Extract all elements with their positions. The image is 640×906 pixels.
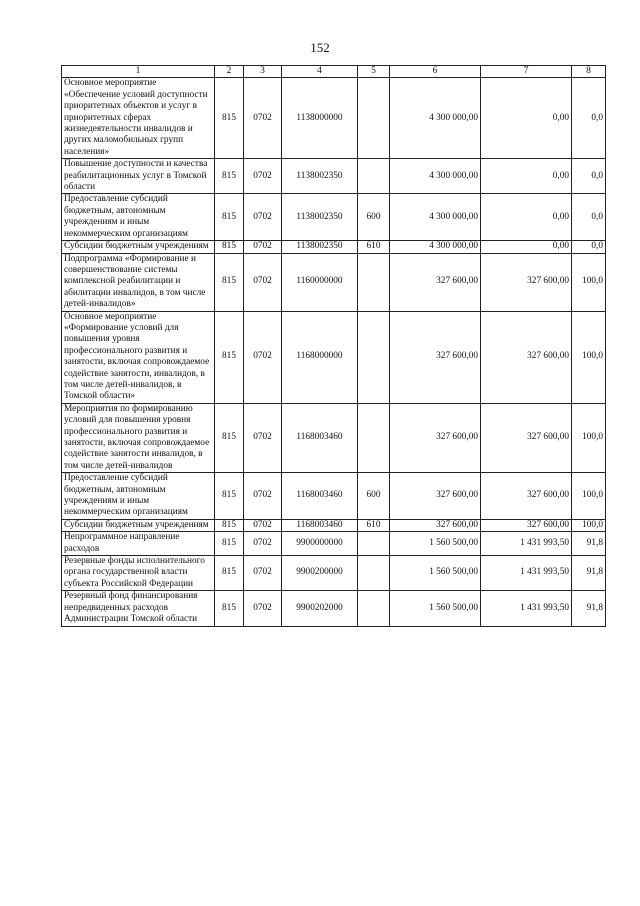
cell-executed-amount: 0,00 xyxy=(481,194,572,241)
cell-planned-amount: 1 560 500,00 xyxy=(390,556,481,591)
cell-planned-amount: 4 300 000,00 xyxy=(390,241,481,253)
table-row xyxy=(62,473,606,520)
cell-admin-code: 815 xyxy=(215,253,244,311)
row-name: Предоставление субсидий бюджетным, автономным учреждениям и иным некоммерческим организациям xyxy=(62,473,215,520)
cell-execution-percent: 100,0 xyxy=(572,253,606,311)
table-row xyxy=(62,519,606,531)
header-col-3: 3 xyxy=(244,66,282,78)
cell-execution-percent: 91,8 xyxy=(572,532,606,556)
cell-planned-amount: 1 560 500,00 xyxy=(390,532,481,556)
cell-execution-percent: 0,0 xyxy=(572,159,606,194)
cell-execution-percent: 100,0 xyxy=(572,473,606,520)
table-row xyxy=(62,556,606,591)
header-col-7: 7 xyxy=(481,66,572,78)
table-row xyxy=(62,403,606,472)
page-number: 152 xyxy=(310,40,330,55)
header-col-5: 5 xyxy=(358,66,390,78)
cell-executed-amount: 0,00 xyxy=(481,159,572,194)
cell-target-code: 9900202000 xyxy=(282,591,358,626)
header-col-2: 2 xyxy=(215,66,244,78)
header-col-8: 8 xyxy=(572,66,606,78)
row-name: Мероприятия по формированию условий для повышения уровня профессионального развития и занятости, включая сопровождаемое содействие занятости инвалидов, в том числе детей-инвалидов xyxy=(62,403,215,472)
cell-section-code: 0702 xyxy=(244,473,282,520)
table-row xyxy=(62,78,606,159)
cell-executed-amount: 0,00 xyxy=(481,241,572,253)
cell-section-code: 0702 xyxy=(244,311,282,403)
table-row xyxy=(62,591,606,626)
row-name: Резервный фонд финансирования непредвиденных расходов Администрации Томской области xyxy=(62,591,215,626)
cell-target-code: 9900000000 xyxy=(282,532,358,556)
cell-expense-type xyxy=(358,78,390,159)
cell-expense-type xyxy=(358,532,390,556)
cell-executed-amount: 1 431 993,50 xyxy=(481,556,572,591)
row-name: Предоставление субсидий бюджетным, автономным учреждениям и иным некоммерческим организациям xyxy=(62,194,215,241)
cell-admin-code: 815 xyxy=(215,159,244,194)
cell-execution-percent: 91,8 xyxy=(572,556,606,591)
budget-table xyxy=(61,65,606,627)
cell-planned-amount: 327 600,00 xyxy=(390,519,481,531)
header-col-1: 1 xyxy=(62,66,215,78)
cell-planned-amount: 4 300 000,00 xyxy=(390,194,481,241)
cell-admin-code: 815 xyxy=(215,519,244,531)
cell-expense-type: 610 xyxy=(358,519,390,531)
cell-target-code: 1138000000 xyxy=(282,78,358,159)
cell-executed-amount: 327 600,00 xyxy=(481,473,572,520)
cell-target-code: 1168000000 xyxy=(282,311,358,403)
cell-executed-amount: 1 431 993,50 xyxy=(481,532,572,556)
header-col-6: 6 xyxy=(390,66,481,78)
row-name: Непрограммное направление расходов xyxy=(62,532,215,556)
cell-target-code: 1168003460 xyxy=(282,473,358,520)
row-name: Подпрограмма «Формирование и совершенствование системы комплексной реабилитации и абилитации инвалидов, в том числе детей-инвалидов» xyxy=(62,253,215,311)
table-row xyxy=(62,159,606,194)
cell-planned-amount: 1 560 500,00 xyxy=(390,591,481,626)
cell-executed-amount: 327 600,00 xyxy=(481,253,572,311)
row-name: Субсидии бюджетным учреждениям xyxy=(62,519,215,531)
cell-target-code: 1168003460 xyxy=(282,519,358,531)
cell-admin-code: 815 xyxy=(215,532,244,556)
cell-execution-percent: 0,0 xyxy=(572,241,606,253)
cell-execution-percent: 0,0 xyxy=(572,78,606,159)
cell-planned-amount: 327 600,00 xyxy=(390,403,481,472)
cell-section-code: 0702 xyxy=(244,591,282,626)
cell-execution-percent: 100,0 xyxy=(572,519,606,531)
cell-planned-amount: 4 300 000,00 xyxy=(390,159,481,194)
header-col-4: 4 xyxy=(282,66,358,78)
cell-execution-percent: 0,0 xyxy=(572,194,606,241)
cell-expense-type xyxy=(358,591,390,626)
table-row xyxy=(62,241,606,253)
cell-execution-percent: 100,0 xyxy=(572,311,606,403)
row-name: Основное мероприятие «Обеспечение условий доступности приоритетных объектов и услуг в приоритетных сферах жизнедеятельности инвалидов и других маломобильных групп населения» xyxy=(62,78,215,159)
cell-admin-code: 815 xyxy=(215,78,244,159)
cell-planned-amount: 327 600,00 xyxy=(390,253,481,311)
cell-admin-code: 815 xyxy=(215,403,244,472)
cell-section-code: 0702 xyxy=(244,532,282,556)
cell-section-code: 0702 xyxy=(244,403,282,472)
table-body xyxy=(62,78,606,626)
cell-expense-type xyxy=(358,556,390,591)
row-name: Резервные фонды исполнительного органа государственной власти субъекта Российской Федерации xyxy=(62,556,215,591)
cell-section-code: 0702 xyxy=(244,253,282,311)
cell-admin-code: 815 xyxy=(215,556,244,591)
cell-expense-type xyxy=(358,253,390,311)
table-row xyxy=(62,311,606,403)
table-header-row xyxy=(62,66,606,78)
cell-section-code: 0702 xyxy=(244,519,282,531)
cell-admin-code: 815 xyxy=(215,473,244,520)
cell-planned-amount: 327 600,00 xyxy=(390,311,481,403)
row-name: Субсидии бюджетным учреждениям xyxy=(62,241,215,253)
cell-execution-percent: 100,0 xyxy=(572,403,606,472)
cell-section-code: 0702 xyxy=(244,556,282,591)
table-row xyxy=(62,253,606,311)
cell-admin-code: 815 xyxy=(215,241,244,253)
cell-planned-amount: 4 300 000,00 xyxy=(390,78,481,159)
row-name: Повышение доступности и качества реабилитационных услуг в Томской области xyxy=(62,159,215,194)
cell-target-code: 9900200000 xyxy=(282,556,358,591)
cell-expense-type xyxy=(358,159,390,194)
table-row xyxy=(62,532,606,556)
cell-execution-percent: 91,8 xyxy=(572,591,606,626)
table-row xyxy=(62,194,606,241)
cell-admin-code: 815 xyxy=(215,591,244,626)
cell-section-code: 0702 xyxy=(244,194,282,241)
cell-expense-type: 610 xyxy=(358,241,390,253)
cell-admin-code: 815 xyxy=(215,194,244,241)
cell-executed-amount: 327 600,00 xyxy=(481,519,572,531)
cell-section-code: 0702 xyxy=(244,159,282,194)
cell-executed-amount: 327 600,00 xyxy=(481,403,572,472)
cell-executed-amount: 327 600,00 xyxy=(481,311,572,403)
cell-target-code: 1168003460 xyxy=(282,403,358,472)
cell-section-code: 0702 xyxy=(244,78,282,159)
cell-executed-amount: 0,00 xyxy=(481,78,572,159)
cell-target-code: 1138002350 xyxy=(282,159,358,194)
cell-expense-type xyxy=(358,311,390,403)
cell-target-code: 1160000000 xyxy=(282,253,358,311)
cell-target-code: 1138002350 xyxy=(282,194,358,241)
row-name: Основное мероприятие «Формирование условий для повышения уровня профессионального развития и занятости, включая сопровождаемое содействие занятости, инвалидов, в том числе детей-инвалидов, в Томской области» xyxy=(62,311,215,403)
cell-expense-type: 600 xyxy=(358,194,390,241)
cell-expense-type xyxy=(358,403,390,472)
cell-section-code: 0702 xyxy=(244,241,282,253)
cell-executed-amount: 1 431 993,50 xyxy=(481,591,572,626)
cell-target-code: 1138002350 xyxy=(282,241,358,253)
cell-planned-amount: 327 600,00 xyxy=(390,473,481,520)
cell-admin-code: 815 xyxy=(215,311,244,403)
cell-expense-type: 600 xyxy=(358,473,390,520)
